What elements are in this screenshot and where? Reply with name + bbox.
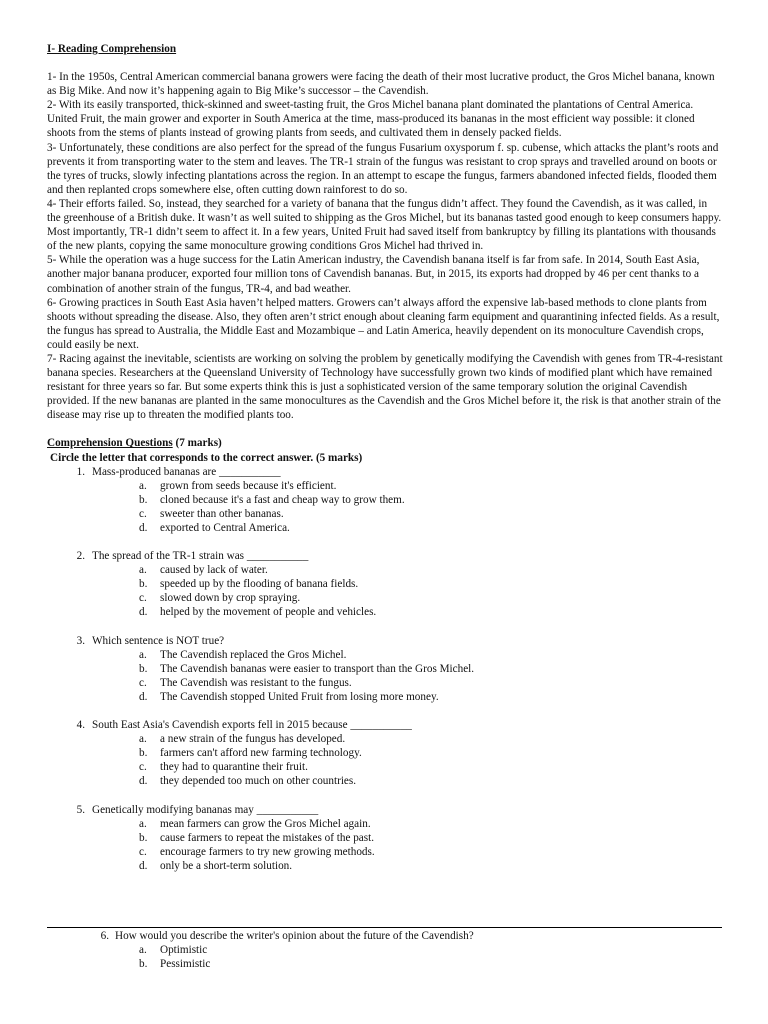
option-letter: c. <box>139 676 147 689</box>
answer-option[interactable] <box>139 760 723 774</box>
option-text: speeded up by the flooding of banana fields. <box>160 578 359 591</box>
question-text: Mass-produced bananas are ___________ <box>92 465 281 478</box>
answer-option[interactable] <box>139 957 723 971</box>
instruction-text: Circle the letter that corresponds to the correct answer. (5 marks) <box>50 451 363 464</box>
option-letter: b. <box>139 578 148 591</box>
passage-paragraph-3: 3- Unfortunately, these conditions are also perfect for the spread of the fungus Fusarium oxysporum f. sp. cubense, which attacks the plant’s roots and prevents it from transporting water to the stem and leaves. The TR-1 strain of the fungus was resistant to crop sprays and travelled around on boots or the tyres of trucks, slowly infecting plantations across the region. In an attempt to escape the fungus, farmers abandoned infected fields, flooded them and then replanted crops somewhere else, often cutting down rainforest to do so. <box>47 141 719 196</box>
option-text: The Cavendish was resistant to the fungus. <box>160 676 352 689</box>
option-letter: a. <box>139 733 147 746</box>
option-letter: c. <box>139 761 147 774</box>
question-text: South East Asia's Cavendish exports fell in 2015 because ___________ <box>92 719 412 732</box>
passage-paragraph-5: 5- While the operation was a huge success for the Latin American industry, the Cavendish banana itself is far from safe. In 2014, South East Asia, another major banana producer, exported four million tons of Cavendish bananas. But, in 2015, its exports had dropped by 46 per cent thanks to a combination of another strain of the fungus, TR-4, and bad weather. <box>47 254 700 295</box>
answer-option[interactable] <box>139 563 723 577</box>
question-6 <box>47 929 723 971</box>
comprehension-title: Comprehension Questions <box>47 437 173 450</box>
answer-option[interactable] <box>139 507 723 521</box>
question-list <box>47 465 723 873</box>
page-divider <box>47 927 722 928</box>
option-text: cause farmers to repeat the mistakes of the past. <box>160 831 375 844</box>
option-text: grown from seeds because it's efficient. <box>160 479 337 492</box>
question-number: 1. <box>76 465 85 478</box>
worksheet-page <box>47 42 723 873</box>
option-text: sweeter than other bananas. <box>160 507 284 520</box>
option-letter: d. <box>139 859 148 872</box>
section-title: I- Reading Comprehension <box>47 43 177 55</box>
question-text: Genetically modifying bananas may ___________ <box>92 803 319 816</box>
option-text: mean farmers can grow the Gros Michel again. <box>160 817 371 830</box>
option-text: Optimistic <box>160 944 208 957</box>
passage-paragraph-6: 6- Growing practices in South East Asia haven’t helped matters. Growers can’t always afford the expensive lab-based methods to clone plants from shoots without spreading the disease. Also, they often aren’t strict enough about cleaning farm equipment and quarantining infected fields. As a result, the fungus has spread to Australia, the Middle East and Mozambique – and Latin America, heavily dependent on its monoculture Cavendish crops, could easily be next. <box>47 296 720 351</box>
option-text: Pessimistic <box>160 958 211 971</box>
question-4 <box>47 718 723 788</box>
option-letter: c. <box>139 592 147 605</box>
option-letter: b. <box>139 958 148 971</box>
option-text: farmers can't afford new farming technology. <box>160 747 362 760</box>
option-text: only be a short-term solution. <box>160 859 293 872</box>
question-text: How would you describe the writer's opinion about the future of the Cavendish? <box>115 930 474 942</box>
question-1 <box>47 465 723 535</box>
question-number: 2. <box>76 550 85 563</box>
option-text: cloned because it's a fast and cheap way to grow them. <box>160 493 405 506</box>
option-letter: d. <box>139 606 148 619</box>
question-number: 5. <box>76 803 85 816</box>
question-5 <box>47 803 723 873</box>
comprehension-marks: (7 marks) <box>172 437 222 450</box>
option-letter: d. <box>139 522 148 534</box>
option-letter: c. <box>139 845 147 858</box>
question-number: 3. <box>76 634 85 647</box>
question-text: The spread of the TR-1 strain was ___________ <box>92 550 309 563</box>
option-text: they had to quarantine their fruit. <box>160 761 308 774</box>
answer-option[interactable] <box>139 690 723 704</box>
option-letter: b. <box>139 493 148 506</box>
option-letter: a. <box>139 479 147 492</box>
answer-option[interactable] <box>139 817 723 831</box>
option-letter: d. <box>139 690 148 703</box>
option-letter: b. <box>139 831 148 844</box>
option-text: The Cavendish bananas were easier to transport than the Gros Michel. <box>160 662 475 675</box>
option-letter: a. <box>139 648 147 661</box>
answer-option[interactable] <box>139 831 723 845</box>
answer-option[interactable] <box>139 943 723 957</box>
answer-option[interactable] <box>139 479 723 493</box>
answer-option[interactable] <box>139 605 723 619</box>
answer-option[interactable] <box>139 859 723 873</box>
option-letter: b. <box>139 747 148 760</box>
option-text: helped by the movement of people and vehicles. <box>160 606 377 619</box>
answer-option[interactable] <box>139 493 723 507</box>
option-letter: b. <box>139 662 148 675</box>
answer-option[interactable] <box>139 648 723 662</box>
question-3 <box>47 634 723 704</box>
comprehension-heading <box>47 436 723 450</box>
option-letter: a. <box>139 564 147 577</box>
option-letter: c. <box>139 507 147 520</box>
answer-option[interactable] <box>139 591 723 605</box>
option-text: The Cavendish stopped United Fruit from losing more money. <box>160 690 439 703</box>
passage-paragraph-2: 2- With its easily transported, thick-skinned and sweet-tasting fruit, the Gros Michel banana plant dominated the plantations of Central America. United Fruit, the main grower and exporter in South America at the time, mass-produced its bananas in the most efficient way possible: it cloned shoots from the stems of plants instead of growing plants from seeds, and cultivated them in densely packed fields. <box>47 99 695 140</box>
answer-option[interactable] <box>139 662 723 676</box>
option-text: The Cavendish replaced the Gros Michel. <box>160 648 347 661</box>
option-text: slowed down by crop spraying. <box>160 592 301 605</box>
option-text: they depended too much on other countries. <box>160 775 357 788</box>
option-letter: a. <box>139 944 147 957</box>
answer-option[interactable] <box>139 746 723 760</box>
answer-option[interactable] <box>139 676 723 690</box>
question-2 <box>47 549 723 619</box>
passage-paragraph-7: 7- Racing against the inevitable, scientists are working on solving the problem by genetically modifying the Cavendish with genes from TR-4-resistant banana species. Researchers at the Queensland University of Technology have successfully grown two kinds of modified plant which have remained resistant for three years so far. But some experts think this is just a sophisticated version of the same temporary solution the original Cavendish provided. If the new bananas are planted in the same monocultures as the Cavendish and the Gros Michel before it, the risk is that another strain of the disease may rise up to threaten the modified plants too. <box>47 352 723 422</box>
answer-option[interactable] <box>139 577 723 591</box>
option-letter: a. <box>139 817 147 830</box>
answer-option[interactable] <box>139 521 723 535</box>
passage-paragraph-1: 1- In the 1950s, Central American commercial banana growers were facing the death of their most lucrative product, the Gros Michel banana, known as Big Mike. And now it’s happening again to Big Mike’s successor – the Cavendish. <box>47 71 715 98</box>
answer-option[interactable] <box>139 774 723 788</box>
option-text: caused by lack of water. <box>160 564 268 577</box>
question-number: 6. <box>100 930 109 942</box>
option-text: a new strain of the fungus has developed. <box>160 733 346 746</box>
question-text: Which sentence is NOT true? <box>92 634 225 647</box>
passage-paragraph-4: 4- Their efforts failed. So, instead, they searched for a variety of banana that the fungus didn’t affect. They found the Cavendish, as it was called, in the greenhouse of a British duke. It wasn’t as well suited to shipping as the Gros Michel, but its bananas tasted good enough to keep consumers happy. Most importantly, TR-1 didn’t seem to affect it. In a few years, United Fruit had saved itself from bankruptcy by filling its plantations with thousands of the new plants, copying the same monoculture growing conditions Gros Michel had thrived in. <box>47 197 722 253</box>
reading-passage <box>47 70 723 422</box>
answer-option[interactable] <box>139 845 723 859</box>
question-number: 4. <box>76 719 85 732</box>
answer-option[interactable] <box>139 732 723 746</box>
option-text: encourage farmers to try new growing methods. <box>160 845 375 858</box>
option-letter: d. <box>139 775 148 788</box>
option-text: exported to Central America. <box>160 522 290 534</box>
